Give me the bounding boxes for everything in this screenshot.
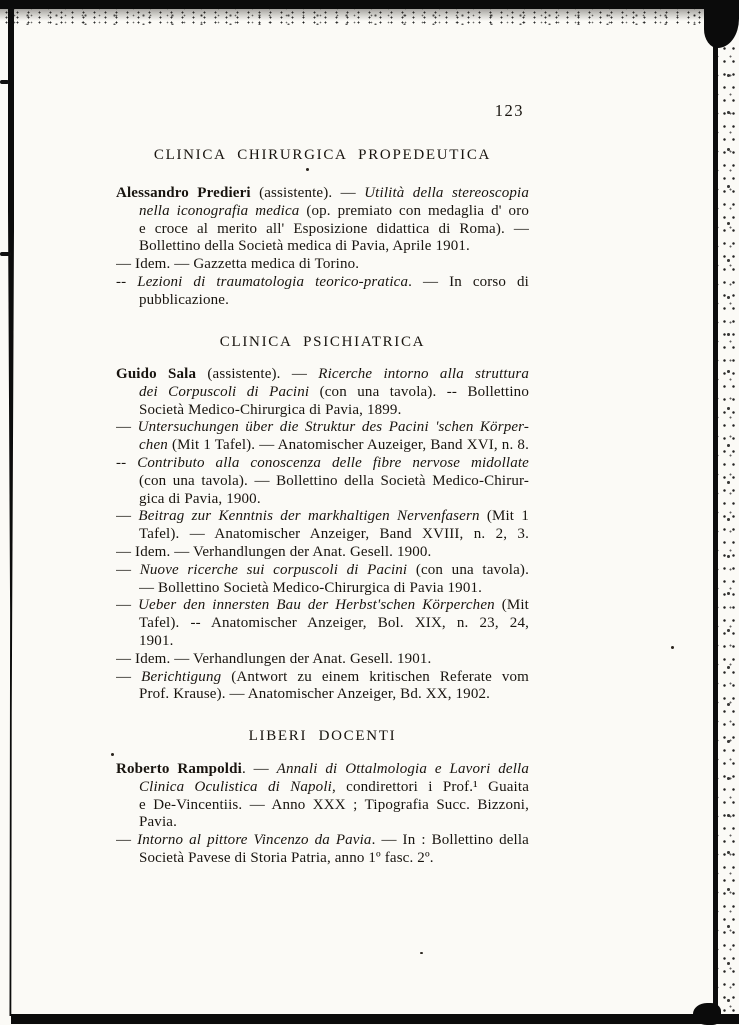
work-title: chen — [139, 437, 172, 454]
text-line — [116, 455, 529, 473]
text-segment: — Idem. — Verhandlungen der Anat. Gesell. 1901. — [116, 650, 432, 667]
text-segment: (con una tavola). — Bollettino della Società Medico-Chirur- — [139, 472, 529, 489]
work-title: dei Corpuscoli di Pacini — [139, 383, 320, 400]
text-line — [139, 221, 529, 239]
scan-noise-top — [0, 9, 739, 25]
text-segment: Prof. Krause). — Anatomischer Anzeiger, Bd. XX, 1902. — [139, 686, 491, 703]
text-line — [116, 185, 529, 203]
text-segment: , condirettori i Prof.¹ Guaita — [331, 778, 529, 795]
text-segment: Tafel). — Anatomischer Anzeiger, Band XVIII, n. 2, 3. — [139, 526, 529, 543]
text-line — [116, 562, 529, 580]
text-segment: — — [116, 597, 139, 614]
section-heading: CLINICA CHIRURGICA PROPEDEUTICA — [153, 147, 492, 163]
text-line — [116, 544, 529, 562]
text-segment: — — [116, 508, 139, 525]
text-line — [139, 292, 529, 310]
text-segment: Pavia. — [139, 814, 177, 831]
text-segment: — Idem. — Gazzetta medica di Torino. — [116, 256, 360, 273]
work-title: nella iconografia medica — [139, 202, 307, 219]
work-title: Berichtigung — [141, 668, 232, 685]
text-line — [116, 832, 529, 850]
text-line — [139, 491, 529, 509]
text-segment: (assistente). — — [250, 185, 365, 201]
text-segment: (con una tavola). -- Bollettino — [319, 383, 529, 400]
text-segment: Bollettino della Società medica di Pavia, Aprile 1901. — [139, 238, 470, 255]
scan-border-left — [8, 8, 14, 1016]
text-line — [139, 437, 529, 455]
section-heading: CLINICA PSICHIATRICA — [219, 334, 426, 350]
text-segment: — Idem. — Verhandlungen der Anat. Gesell. 1900. — [116, 543, 432, 560]
text-line — [116, 761, 529, 779]
scan-border-top — [0, 0, 739, 9]
text-line — [139, 814, 529, 832]
text-segment: e De-Vincentiis. — Anno XXX ; Tipografia Succ. Bizzoni, — [139, 796, 529, 813]
text-segment: — — [116, 668, 142, 685]
scan-noise-right — [718, 0, 739, 1024]
text-line — [139, 580, 529, 598]
text-segment: (Mit 1 Tafel). — Anatomischer Auzeiger, Band XVI, n. 8. — [172, 437, 529, 454]
scan-border-bottom — [11, 1014, 739, 1024]
work-title: Ricerche intorno alla struttura — [318, 366, 529, 382]
section-entries — [116, 761, 529, 868]
text-segment: (Mit — [501, 597, 529, 614]
text-line — [139, 203, 529, 221]
text-segment: pubblicazione. — [139, 291, 229, 308]
text-segment: — Bollettino Società Medico-Chirurgica di Pavia 1901. — [139, 579, 483, 596]
text-segment: (Antwort zu einem kritischen Referate vom — [231, 668, 529, 685]
text-line — [116, 651, 529, 669]
author-name: Guido Sala — [116, 366, 197, 382]
work-title: Ueber den innersten Bau der Herbst'schen Körperchen — [138, 597, 502, 614]
text-line — [116, 419, 529, 437]
author-name: Roberto Rampoldi — [116, 761, 242, 777]
scan-mark-left — [0, 252, 11, 256]
text-segment: Società Medico-Chirurgica di Pavia, 1899. — [139, 401, 402, 418]
section-entries — [116, 185, 529, 310]
text-line — [116, 366, 529, 384]
work-title: Beitrag zur Kenntnis der markhaltigen Nervenfasern — [138, 508, 487, 525]
scan-speck — [671, 646, 674, 649]
text-segment: (Mit 1 — [486, 508, 529, 525]
text-segment: (assistente). — — [196, 366, 319, 382]
text-line — [139, 779, 529, 797]
section-clinica-psichiatrica — [116, 333, 529, 704]
text-segment: e croce al merito all' Esposizione didattica di Roma). — — [139, 220, 529, 237]
author-name: Alessandro Predieri — [116, 185, 251, 201]
text-line — [139, 473, 529, 491]
text-segment: 1901. — [139, 632, 174, 649]
text-segment: (con una tavola). — [415, 561, 529, 578]
text-segment: (op. premiato con medaglia d' oro — [306, 202, 529, 219]
text-segment: — — [116, 561, 140, 578]
text-segment: . — In : Bollettino della — [371, 832, 529, 849]
work-title: Untersuchungen über die Struktur des Pacini 'schen Körper- — [137, 419, 529, 436]
text-line — [116, 669, 529, 687]
text-line — [139, 850, 529, 868]
text-line — [116, 597, 529, 615]
work-title: Clinica Oculistica di Napoli — [139, 778, 332, 795]
text-segment: gica di Pavia, 1900. — [139, 490, 261, 507]
text-line — [139, 633, 529, 651]
text-line — [116, 508, 529, 526]
text-segment: -- — [116, 273, 138, 290]
text-segment: — — [116, 419, 138, 436]
scan-speck — [111, 753, 114, 756]
text-line — [139, 686, 529, 704]
text-line — [139, 615, 529, 633]
text-line — [116, 274, 529, 292]
section-entries — [116, 366, 529, 704]
text-line — [139, 238, 529, 256]
text-line — [139, 402, 529, 420]
text-segment: Società Pavese di Storia Patria, anno 1º fasc. 2º. — [139, 849, 434, 866]
section-heading: LIBERI DOCENTI — [248, 728, 397, 744]
text-line — [139, 526, 529, 544]
work-title: Lezioni di traumatologia teorico-pratica — [137, 273, 409, 290]
work-title: Nuove ricerche sui corpuscoli di Pacini — [139, 561, 416, 578]
text-line — [139, 384, 529, 402]
scan-blot-bottom-right — [693, 1003, 721, 1025]
text-line — [116, 256, 529, 274]
scan-mark-left — [0, 80, 9, 84]
section-liberi-docenti — [116, 727, 529, 868]
work-title: Contributo alla conoscenza delle fibre nervose midollate — [137, 454, 529, 471]
text-segment: . — — [241, 761, 277, 777]
work-title: Annali di Ottalmologia e Lavori della — [276, 761, 529, 777]
page-number: 123 — [494, 101, 524, 120]
work-title: Intorno al pittore Vincenzo da Pavia — [137, 832, 372, 849]
text-segment: Tafel). -- Anatomischer Anzeiger, Bol. XIX, n. 23, 24, — [139, 615, 529, 632]
scan-speck — [420, 952, 423, 954]
bibliography-entry — [116, 185, 529, 310]
text-segment: -- — [116, 454, 138, 471]
work-title: Utilità della stereoscopia — [364, 185, 529, 201]
section-clinica-chirurgica — [116, 146, 529, 310]
bibliography-entry — [116, 761, 529, 868]
text-segment: . — In corso di — [408, 273, 529, 290]
text-segment: — — [116, 832, 138, 849]
text-line — [139, 797, 529, 815]
bibliography-entry — [116, 366, 529, 704]
